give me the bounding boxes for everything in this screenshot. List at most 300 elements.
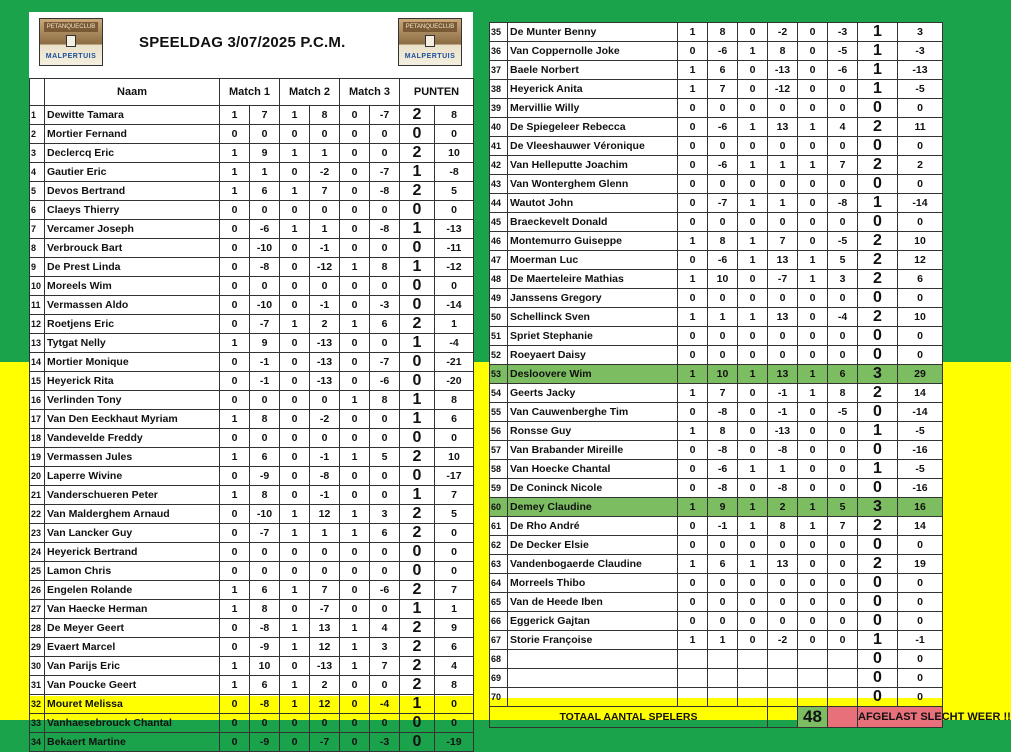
row-number: 26 [30,581,45,600]
player-name: Van Brabander Mireille [508,441,678,460]
total-points: 0 [858,403,898,422]
match2-won: 0 [280,562,310,581]
player-name: Van Poucke Geert [45,676,220,695]
player-name: Vermassen Aldo [45,296,220,315]
match1-score: 10 [708,365,738,384]
total-points: 2 [858,251,898,270]
point-difference: -4 [435,334,474,353]
match2-won: 0 [738,384,768,403]
match2-won: 0 [280,486,310,505]
match3-won: 0 [798,289,828,308]
row-number: 36 [490,42,508,61]
player-name: Wautot John [508,194,678,213]
total-points: 1 [400,600,435,619]
match2-won [738,650,768,669]
match1-won: 1 [678,422,708,441]
table-row [490,669,943,688]
point-difference: -5 [898,460,943,479]
point-difference: 6 [898,270,943,289]
row-number: 25 [30,562,45,581]
match3-score: 0 [370,144,400,163]
match1-won: 0 [220,201,250,220]
row-number: 35 [490,23,508,42]
match2-score [768,669,798,688]
player-name: Vermassen Jules [45,448,220,467]
table-row [30,657,474,676]
match3-won: 0 [798,42,828,61]
row-number: 43 [490,175,508,194]
header-match3: Match 3 [340,79,400,106]
match2-won: 0 [280,334,310,353]
match3-score: 3 [370,638,400,657]
point-difference: 10 [898,308,943,327]
table-row [490,536,943,555]
row-number: 53 [490,365,508,384]
match3-score: 0 [828,99,858,118]
match2-won: 0 [280,410,310,429]
point-difference: 14 [898,384,943,403]
match3-won: 0 [340,714,370,733]
match2-score: 7 [310,581,340,600]
match2-score: 0 [310,277,340,296]
match3-score: 0 [370,676,400,695]
match3-score: 0 [370,600,400,619]
player-name: Heyerick Anita [508,80,678,99]
match1-won: 0 [220,296,250,315]
match2-score: 1 [768,156,798,175]
point-difference: 0 [898,669,943,688]
table-row [30,562,474,581]
row-number: 69 [490,669,508,688]
match2-score: -1 [768,403,798,422]
table-row [30,277,474,296]
point-difference: 0 [435,429,474,448]
match1-score: 10 [708,270,738,289]
match3-score: 0 [828,574,858,593]
row-number: 18 [30,429,45,448]
match2-won: 0 [280,467,310,486]
player-name: Tytgat Nelly [45,334,220,353]
point-difference: 8 [435,391,474,410]
row-number: 33 [30,714,45,733]
match2-won: 1 [280,581,310,600]
match3-score: 0 [370,714,400,733]
row-number: 60 [490,498,508,517]
point-difference: 3 [898,23,943,42]
match3-won: 0 [798,593,828,612]
point-difference: 19 [898,555,943,574]
match2-score: 2 [310,676,340,695]
match2-won: 1 [738,194,768,213]
match1-won: 0 [678,175,708,194]
match3-score: -5 [828,232,858,251]
total-points: 0 [858,536,898,555]
club-logo-name: MALPERTUIS [45,53,97,60]
match2-won: 0 [280,353,310,372]
match1-won: 0 [678,574,708,593]
table-row [30,695,474,714]
match1-score: 10 [250,657,280,676]
match3-score: 0 [370,467,400,486]
point-difference: 0 [435,125,474,144]
row-number: 28 [30,619,45,638]
match3-won: 1 [798,156,828,175]
player-name: De Maerteleire Mathias [508,270,678,289]
match1-score [708,688,738,707]
match2-score: 0 [768,137,798,156]
match1-score: -8 [708,403,738,422]
player-name: Laperre Wivine [45,467,220,486]
row-number: 1 [30,106,45,125]
point-difference: -16 [898,441,943,460]
point-difference: 0 [898,612,943,631]
total-points: 0 [858,479,898,498]
player-name: Van Cauwenberghe Tim [508,403,678,422]
table-row [30,220,474,239]
match1-won: 0 [220,619,250,638]
player-name: Verlinden Tony [45,391,220,410]
match3-score: -3 [828,23,858,42]
match3-won: 1 [340,391,370,410]
player-name: Van Hoecke Chantal [508,460,678,479]
point-difference: -17 [435,467,474,486]
match1-won: 1 [678,384,708,403]
table-row [30,163,474,182]
table-row [490,80,943,99]
match1-score: -8 [708,441,738,460]
header-nr-cell [30,79,45,106]
player-name: Claeys Thierry [45,201,220,220]
player-name: Van Helleputte Joachim [508,156,678,175]
club-logo-top-text: PETANQUECLUB [403,22,457,32]
player-name: Van Lancker Guy [45,524,220,543]
footer-blank [768,707,798,728]
match2-score: -2 [310,410,340,429]
match1-won: 0 [220,220,250,239]
table-row [490,42,943,61]
player-name: Van Parijs Eric [45,657,220,676]
table-row [30,315,474,334]
total-points: 0 [400,239,435,258]
total-points: 1 [858,80,898,99]
table-row [30,467,474,486]
match2-score: -8 [310,467,340,486]
table-row [30,619,474,638]
right-score-sheet [489,22,1011,726]
point-difference: -5 [898,80,943,99]
row-number: 63 [490,555,508,574]
point-difference: -21 [435,353,474,372]
match1-score: 9 [708,498,738,517]
match2-won [738,688,768,707]
total-points: 0 [858,650,898,669]
match1-score: -6 [708,251,738,270]
match2-score: 0 [310,562,340,581]
match1-won: 0 [220,125,250,144]
match2-score: 0 [768,99,798,118]
match2-won: 0 [280,600,310,619]
total-points: 1 [400,163,435,182]
match3-won: 0 [798,61,828,80]
match3-score: 0 [828,346,858,365]
row-number: 13 [30,334,45,353]
match3-score: 5 [828,498,858,517]
player-name: De Vleeshauwer Véronique [508,137,678,156]
table-row [490,403,943,422]
match1-won: 0 [220,543,250,562]
match2-won: 0 [280,714,310,733]
match2-score: 0 [310,125,340,144]
match3-score: 0 [828,175,858,194]
player-name: Desloovere Wim [508,365,678,384]
match2-score: 1 [768,194,798,213]
player-name: De Munter Benny [508,23,678,42]
alert-message: AFGELAST SLECHT WEER !! [858,707,943,728]
club-logo-emblem-icon [66,35,76,47]
row-number: 39 [490,99,508,118]
match3-score: 7 [370,657,400,676]
match1-won: 1 [220,657,250,676]
point-difference: 5 [435,182,474,201]
match2-won: 0 [738,536,768,555]
match2-score: -2 [768,631,798,650]
total-points: 2 [400,144,435,163]
table-row [30,676,474,695]
match1-score: -10 [250,296,280,315]
player-name: Mortier Monique [45,353,220,372]
row-number: 61 [490,517,508,536]
match1-won: 0 [678,289,708,308]
point-difference: -11 [435,239,474,258]
point-difference: 0 [898,327,943,346]
match1-score: 0 [250,543,280,562]
match1-won [678,688,708,707]
match2-score: -13 [768,422,798,441]
match3-score: 6 [828,365,858,384]
table-row [490,631,943,650]
total-points: 1 [400,391,435,410]
total-points: 0 [858,593,898,612]
match1-won: 0 [220,467,250,486]
match3-won: 0 [340,429,370,448]
match2-score: 0 [768,289,798,308]
total-points: 2 [858,156,898,175]
match3-score: 0 [828,460,858,479]
match1-won: 1 [220,448,250,467]
match1-won: 0 [220,562,250,581]
row-number: 4 [30,163,45,182]
match2-won: 1 [738,232,768,251]
match2-score: -1 [310,239,340,258]
match2-won: 0 [280,657,310,676]
match1-score: -7 [250,524,280,543]
table-row [30,448,474,467]
match3-score: 0 [370,562,400,581]
total-points: 2 [400,581,435,600]
match2-won: 0 [280,163,310,182]
table-row [30,410,474,429]
total-points: 2 [858,232,898,251]
total-points: 0 [858,574,898,593]
player-name: Engelen Rolande [45,581,220,600]
match1-score: 9 [250,334,280,353]
match3-won: 0 [798,574,828,593]
match3-score: 0 [828,479,858,498]
match3-score: -6 [370,581,400,600]
row-number: 31 [30,676,45,695]
table-row [490,479,943,498]
row-number: 46 [490,232,508,251]
match2-won: 1 [738,251,768,270]
point-difference: 0 [898,175,943,194]
match3-score: 0 [370,486,400,505]
row-number: 58 [490,460,508,479]
table-row [490,555,943,574]
match3-score: 0 [828,137,858,156]
match1-won: 0 [678,536,708,555]
match3-score: 0 [370,410,400,429]
match1-won: 1 [220,581,250,600]
match1-score: -10 [250,505,280,524]
match3-won: 0 [798,346,828,365]
match2-score: -12 [310,258,340,277]
point-difference: -13 [898,61,943,80]
table-row [30,391,474,410]
total-points: 1 [858,631,898,650]
match2-won: 0 [738,61,768,80]
point-difference: -14 [435,296,474,315]
total-points: 1 [858,42,898,61]
total-points: 2 [400,619,435,638]
table-row [490,213,943,232]
match1-won [678,669,708,688]
match2-score: 8 [768,42,798,61]
header-match2: Match 2 [280,79,340,106]
table-row [30,505,474,524]
match1-score: 8 [250,600,280,619]
match1-won: 0 [678,156,708,175]
match3-won: 0 [798,308,828,327]
point-difference: 29 [898,365,943,384]
match1-won: 0 [220,258,250,277]
point-difference: 0 [435,277,474,296]
match3-won: 0 [340,467,370,486]
row-number: 2 [30,125,45,144]
point-difference: 0 [435,714,474,733]
match1-score: 7 [708,384,738,403]
point-difference: 0 [898,137,943,156]
match1-won: 1 [678,80,708,99]
match1-score: 8 [250,410,280,429]
point-difference: 2 [898,156,943,175]
match1-score: 6 [250,448,280,467]
point-difference: 7 [435,581,474,600]
player-name: Janssens Gregory [508,289,678,308]
match2-won: 1 [280,220,310,239]
match3-won: 0 [798,536,828,555]
row-number: 47 [490,251,508,270]
match2-won: 0 [280,448,310,467]
match1-score: 0 [250,277,280,296]
match1-won: 0 [678,137,708,156]
match1-score: 0 [708,327,738,346]
match2-score: 0 [310,429,340,448]
match3-score: 8 [370,258,400,277]
row-number: 49 [490,289,508,308]
player-name [508,669,678,688]
match3-score: -8 [828,194,858,213]
row-number: 20 [30,467,45,486]
point-difference: 1 [435,600,474,619]
player-name: De Prest Linda [45,258,220,277]
match2-won: 1 [280,695,310,714]
table-row [490,194,943,213]
table-row [30,334,474,353]
match3-won: 0 [798,99,828,118]
match1-score [708,669,738,688]
total-points: 1 [400,486,435,505]
match2-score: 0 [768,574,798,593]
match1-won: 1 [678,498,708,517]
match3-won: 0 [798,327,828,346]
match1-won: 1 [678,232,708,251]
total-points: 2 [858,517,898,536]
match1-score: 8 [708,232,738,251]
match2-score: -13 [310,372,340,391]
match1-score: 0 [708,137,738,156]
row-number: 15 [30,372,45,391]
match1-won: 0 [220,429,250,448]
total-points: 2 [400,505,435,524]
match3-score: 0 [828,612,858,631]
match3-score: -7 [370,163,400,182]
point-difference: 0 [898,346,943,365]
total-points: 1 [858,194,898,213]
match2-score: 2 [768,498,798,517]
match3-score: 4 [828,118,858,137]
match3-won: 0 [798,612,828,631]
match1-score: 6 [250,182,280,201]
table-header-row [30,79,474,106]
match1-score: -8 [708,479,738,498]
player-name: Storie Françoise [508,631,678,650]
table-row [490,517,943,536]
match2-score: 8 [310,106,340,125]
table-row [490,289,943,308]
player-name: Moreels Wim [45,277,220,296]
match1-score: 6 [250,676,280,695]
match3-won: 1 [798,384,828,403]
match3-score: 0 [370,543,400,562]
match1-won: 1 [220,182,250,201]
table-row [490,23,943,42]
match1-score: 6 [708,61,738,80]
row-number: 19 [30,448,45,467]
player-name: Lamon Chris [45,562,220,581]
match3-won: 0 [340,410,370,429]
club-logo [398,18,462,66]
player-name: Vercamer Joseph [45,220,220,239]
match1-won: 1 [678,61,708,80]
match2-score: -7 [310,733,340,752]
match3-won: 0 [340,144,370,163]
player-name: Van Haecke Herman [45,600,220,619]
match1-score: 0 [708,593,738,612]
match3-score: -3 [370,733,400,752]
match1-won: 0 [678,593,708,612]
match3-score: 6 [370,315,400,334]
match1-score: 6 [250,581,280,600]
